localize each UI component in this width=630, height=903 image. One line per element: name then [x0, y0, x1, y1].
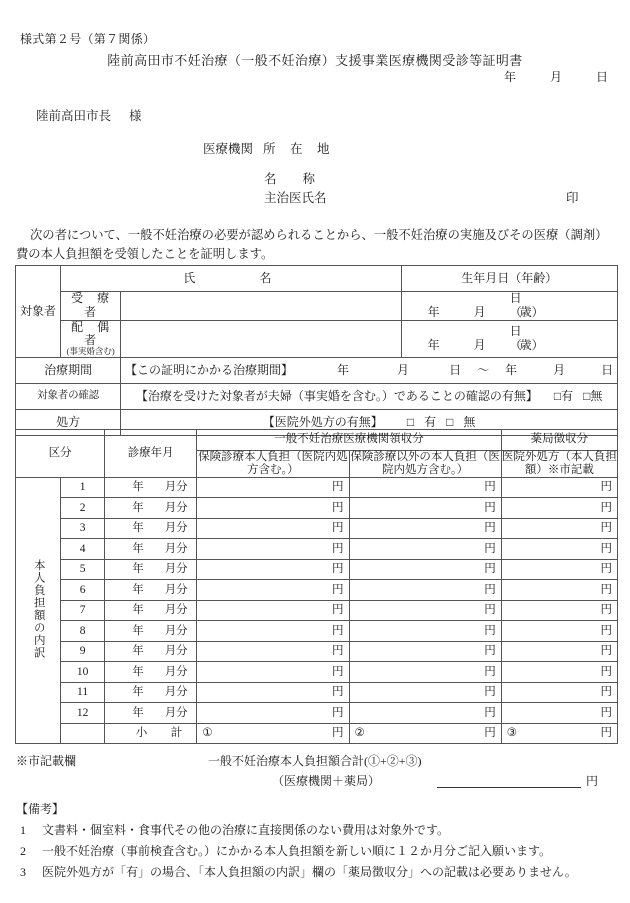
confirmation-prefix: 【治療を受けた対象者が夫婦（事実婚を含む。）であることの確認の有無】 [135, 388, 538, 403]
yen-unit: 円 [484, 522, 496, 535]
remarks-heading: 【備考】 [16, 802, 65, 816]
noninsurance-amount-field[interactable] [349, 703, 501, 724]
col-header-name-text: 氏 名 [183, 270, 279, 285]
yen-unit: 円 [484, 563, 496, 576]
prescription-label: 処方 [16, 409, 121, 435]
row-number: 12 [61, 703, 105, 724]
yen-unit: 円 [332, 481, 344, 494]
subtotal-label-text: 小 計 [135, 727, 189, 740]
col-header-insurance: 保険診療本人負担（医院内処方含む。） [198, 450, 348, 476]
treatment-month-field[interactable] [105, 621, 197, 642]
yen-unit: 円 [332, 583, 344, 596]
insurance-amount-field[interactable] [197, 600, 349, 621]
remarks-section [16, 800, 616, 883]
table-row [16, 621, 618, 642]
institution-name-row [264, 169, 315, 187]
yen-unit: 円 [600, 542, 612, 555]
yen-unit: 円 [484, 481, 496, 494]
spouse-dob-placeholders [402, 325, 617, 353]
treatment-month-field[interactable] [105, 662, 197, 683]
treatment-month-field[interactable] [105, 477, 197, 498]
yen-unit: 円 [484, 624, 496, 637]
cell-month: 月分 [164, 665, 188, 678]
period-year-from: 年 [337, 362, 350, 377]
pharmacy-amount-field[interactable] [501, 621, 617, 642]
cell-year: 年 [132, 624, 144, 637]
subtotal-label [105, 723, 197, 744]
dob-month: 月 [473, 304, 486, 319]
insurance-amount-field[interactable] [197, 703, 349, 724]
noninsurance-amount-field[interactable] [349, 580, 501, 601]
yen-unit: 円 [484, 501, 496, 514]
institution-label: 医療機関 [203, 142, 254, 156]
treatment-period-prefix: 【この証明にかかる治療期間】 [125, 362, 294, 377]
dob-day: 日（ [509, 323, 522, 352]
yen-unit: 円 [332, 686, 344, 699]
prescription-checkbox-yes[interactable]: □ [406, 414, 415, 429]
treatment-month-field[interactable] [105, 580, 197, 601]
pharmacy-amount-field[interactable] [501, 518, 617, 539]
table-row [16, 539, 618, 560]
issue-date-day: 日 [595, 70, 608, 84]
table-row [16, 641, 618, 662]
table-row [16, 498, 618, 519]
noninsurance-amount-field[interactable] [349, 559, 501, 580]
row-number: 10 [61, 662, 105, 683]
patient-label [61, 291, 124, 321]
yen-unit: 円 [600, 481, 612, 494]
noninsurance-amount-field[interactable] [349, 518, 501, 539]
cell-year: 年 [132, 501, 144, 514]
remark-text: 医院外処方が「有」の場合、「本人負担額の内訳」欄の「薬局徴収分」への記載は必要ありません。 [42, 865, 577, 879]
yen-unit: 円 [484, 706, 496, 719]
table-row [16, 383, 618, 409]
col-header-pharmacy: 医院外処方（本人負担額）※市記載 [501, 450, 617, 476]
yen-unit: 円 [332, 522, 344, 535]
yen-unit: 円 [332, 604, 344, 617]
cell-year: 年 [132, 481, 144, 494]
yen-unit: 円 [332, 645, 344, 658]
patient-dob-placeholders [402, 292, 617, 320]
cell-month: 月分 [164, 645, 188, 658]
city-use-note: ※市記載欄 [16, 754, 77, 768]
form-number: 様式第２号（第７関係） [20, 32, 156, 46]
treatment-month-field[interactable] [105, 682, 197, 703]
noninsurance-amount-field[interactable] [349, 477, 501, 498]
grand-total-yen-unit: 円 [586, 774, 599, 788]
yen-unit: 円 [600, 645, 612, 658]
cell-year: 年 [132, 563, 144, 576]
subtotal-noninsurance-field[interactable] [349, 723, 501, 744]
cell-year: 年 [132, 686, 144, 699]
group-header-pharmacy: 薬局徴収分 [501, 430, 617, 451]
subtotal-marker: ③ [506, 727, 518, 740]
table-row [16, 357, 618, 383]
institution-address-label: 所 在 地 [263, 142, 331, 156]
subtotal-marker: ① [202, 727, 213, 740]
grand-total-sublabel: （医療機関＋薬局） [272, 774, 381, 788]
period-tilde: ～ [477, 362, 490, 377]
treatment-month-field[interactable] [105, 703, 197, 724]
yen-unit: 円 [484, 686, 496, 699]
yen-unit: 円 [332, 501, 344, 514]
table-row [16, 662, 618, 683]
col-header-kubun: 区分 [16, 430, 105, 478]
yen-unit: 円 [484, 727, 496, 740]
row-number: 11 [61, 682, 105, 703]
certification-statement [16, 226, 618, 264]
issue-date-year: 年 [503, 70, 516, 84]
row-number: 2 [61, 498, 105, 519]
pharmacy-amount-field[interactable] [501, 477, 617, 498]
table-row [16, 559, 618, 580]
period-day-to: 日 [601, 362, 614, 377]
yen-unit: 円 [484, 604, 496, 617]
cell-month: 月分 [164, 501, 188, 514]
subtotal-marker: ② [354, 727, 365, 740]
noninsurance-amount-field[interactable] [349, 498, 501, 519]
row-number: 1 [61, 477, 105, 498]
treatment-month-field[interactable] [105, 498, 197, 519]
treatment-month-field[interactable] [105, 518, 197, 539]
subtotal-row [16, 723, 618, 744]
grand-total-input[interactable] [437, 772, 581, 788]
yen-unit: 円 [332, 563, 344, 576]
institution-name-label-2: 称 [302, 172, 316, 186]
seal-label: 印 [566, 191, 579, 205]
institution-address-row [203, 139, 331, 157]
remark-text: 文書料・個室料・食事代その他の治療に直接関係のない費用は対象外です。 [42, 823, 450, 837]
cell-month: 月分 [164, 481, 188, 494]
yen-unit: 円 [600, 624, 612, 637]
yen-unit: 円 [600, 665, 612, 678]
target-row-label: 対象者 [16, 266, 61, 358]
treatment-month-field[interactable] [105, 600, 197, 621]
treatment-month-field[interactable] [105, 559, 197, 580]
group-header-medical: 一般不妊治療医療機関領収分 [197, 430, 502, 451]
cell-month: 月分 [164, 583, 188, 596]
yen-unit: 円 [600, 686, 612, 699]
col-header-name [61, 266, 402, 292]
pharmacy-amount-field[interactable] [501, 703, 617, 724]
confirmation-field[interactable] [121, 383, 618, 409]
statement-line-1: 次の者について、一般不妊治療の必要が認められることから、一般不妊治療の実施及びその医療（調剤） [30, 228, 608, 242]
yen-unit: 円 [600, 583, 612, 596]
pharmacy-amount-field[interactable] [501, 559, 617, 580]
patient-label-text: 受 療 者 [71, 291, 124, 319]
pharmacy-amount-field[interactable] [501, 539, 617, 560]
prescription-no-label: 無 [463, 414, 476, 429]
table-row [16, 682, 618, 703]
yen-unit: 円 [600, 522, 612, 535]
cell-month: 月分 [164, 686, 188, 699]
spouse-name-field[interactable] [121, 320, 401, 357]
remark-text: 一般不妊治療（事前検査含む。）にかかる本人負担額を新しい順に１２か月分ご記入願います。 [42, 844, 552, 858]
yen-unit: 円 [600, 501, 612, 514]
insurance-amount-field[interactable] [197, 682, 349, 703]
row-number: 9 [61, 641, 105, 662]
noninsurance-amount-field[interactable] [349, 600, 501, 621]
remark-number: 2 [20, 844, 26, 858]
noninsurance-amount-field[interactable] [349, 621, 501, 642]
dob-day: 日（ [509, 291, 522, 319]
insurance-amount-field[interactable] [197, 662, 349, 683]
dob-year: 年 [427, 337, 440, 352]
doctor-name-label: 主治医氏名 [264, 191, 327, 205]
confirmation-checkbox-no[interactable]: □無 [583, 388, 603, 403]
table-row [16, 518, 618, 539]
breakdown-table [15, 429, 618, 744]
yen-unit: 円 [332, 542, 344, 555]
table-row [16, 266, 618, 292]
prescription-checkbox-no[interactable]: □ [446, 414, 454, 429]
insurance-amount-field[interactable] [197, 580, 349, 601]
cell-month: 月分 [164, 604, 188, 617]
row-number: 8 [61, 621, 105, 642]
table-row [16, 320, 618, 357]
table-row [16, 477, 618, 498]
document-title: 陸前高田市不妊治療（一般不妊治療）支援事業医療機関受診等証明書 [107, 53, 523, 68]
treatment-period-field[interactable] [121, 357, 618, 383]
addressee [36, 106, 142, 124]
cell-year: 年 [132, 706, 144, 719]
cell-year: 年 [132, 522, 144, 535]
spouse-sublabel-text: (事実婚含む) [66, 346, 115, 357]
dob-age: 歳） [519, 304, 544, 319]
pharmacy-amount-field[interactable] [501, 662, 617, 683]
treatment-month-field[interactable] [105, 539, 197, 560]
period-month-from: 月 [397, 362, 410, 377]
table-header-row [16, 430, 618, 451]
noninsurance-amount-field[interactable] [349, 682, 501, 703]
subtotal-pharmacy-field[interactable] [501, 723, 617, 744]
insurance-amount-field[interactable] [197, 559, 349, 580]
insurance-amount-field[interactable] [197, 498, 349, 519]
remark-item [16, 820, 616, 841]
institution-name-label-1: 名 [264, 172, 277, 186]
table-row [16, 580, 618, 601]
confirmation-checkbox-yes[interactable]: □有 [553, 388, 574, 403]
pharmacy-amount-field[interactable] [501, 641, 617, 662]
period-month-to: 月 [553, 362, 566, 377]
dob-month: 月 [473, 337, 486, 352]
noninsurance-amount-field[interactable] [349, 662, 501, 683]
remark-item [16, 862, 616, 883]
yen-unit: 円 [484, 583, 496, 596]
cell-year: 年 [132, 542, 144, 555]
period-year-to: 年 [505, 362, 518, 377]
yen-unit: 円 [600, 706, 612, 719]
table-row [16, 292, 618, 321]
spouse-label-text: 配 偶 者 [71, 319, 124, 348]
row-number: 5 [61, 559, 105, 580]
yen-unit: 円 [332, 624, 344, 637]
cell-year: 年 [132, 665, 144, 678]
remark-number: 3 [20, 865, 26, 879]
yen-unit: 円 [600, 727, 612, 740]
col-header-noninsurance: 保険診療以外の本人負担（医院内処方含む。） [350, 450, 500, 476]
noninsurance-amount-field[interactable] [349, 539, 501, 560]
subtotal-spacer [61, 723, 105, 744]
pharmacy-amount-field[interactable] [501, 600, 617, 621]
table-row [16, 703, 618, 724]
insurance-amount-field[interactable] [197, 477, 349, 498]
yen-unit: 円 [332, 665, 344, 678]
prescription-yes-label: 有 [424, 414, 437, 429]
cell-month: 月分 [164, 522, 188, 535]
cell-month: 月分 [164, 563, 188, 576]
treatment-period-label: 治療期間 [16, 357, 121, 383]
insurance-amount-field[interactable] [197, 539, 349, 560]
treatment-month-field[interactable] [105, 641, 197, 662]
subtotal-insurance-field[interactable] [197, 723, 349, 744]
remark-number: 1 [20, 823, 26, 837]
noninsurance-amount-field[interactable] [349, 641, 501, 662]
cell-month: 月分 [164, 624, 188, 637]
patient-dob-field[interactable] [401, 292, 617, 321]
cell-month: 月分 [164, 706, 188, 719]
yen-unit: 円 [600, 604, 612, 617]
col-header-dob: 生年月日（年齢） [401, 266, 617, 292]
cell-year: 年 [132, 604, 144, 617]
col-header-ym: 診療年月 [105, 430, 197, 478]
confirmation-label: 対象者の確認 [16, 383, 121, 409]
breakdown-vertical-label [16, 477, 61, 744]
row-number: 3 [61, 518, 105, 539]
patient-name-field[interactable] [121, 292, 401, 321]
row-number: 4 [61, 539, 105, 560]
yen-unit: 円 [484, 542, 496, 555]
yen-unit: 円 [484, 645, 496, 658]
pharmacy-amount-field[interactable] [501, 580, 617, 601]
target-person-table [15, 265, 618, 436]
insurance-amount-field[interactable] [197, 621, 349, 642]
yen-unit: 円 [332, 727, 344, 740]
insurance-amount-field[interactable] [197, 518, 349, 539]
grand-total-label: 一般不妊治療本人負担額合計(①+②+③) [208, 754, 422, 768]
table-row [16, 600, 618, 621]
yen-unit: 円 [332, 706, 344, 719]
dob-age: 歳） [519, 337, 544, 352]
yen-unit: 円 [600, 563, 612, 576]
pharmacy-amount-field[interactable] [501, 498, 617, 519]
yen-unit: 円 [484, 665, 496, 678]
addressee-name: 陸前高田市長 [36, 109, 112, 123]
cell-year: 年 [132, 583, 144, 596]
cell-month: 月分 [164, 542, 188, 555]
dob-year: 年 [427, 304, 440, 319]
spouse-dob-field[interactable] [401, 320, 617, 357]
breakdown-vertical-label-text: 本人負担額の内訳 [32, 558, 45, 659]
remark-item [16, 841, 616, 862]
issue-date-month: 月 [549, 70, 562, 84]
spouse-label [61, 319, 124, 357]
row-number: 6 [61, 580, 105, 601]
period-day-from: 日 [449, 362, 462, 377]
insurance-amount-field[interactable] [197, 641, 349, 662]
pharmacy-amount-field[interactable] [501, 682, 617, 703]
addressee-honorific: 様 [129, 109, 142, 123]
cell-year: 年 [132, 645, 144, 658]
issue-date-line [0, 68, 608, 85]
row-number: 7 [61, 600, 105, 621]
statement-line-2: 費の本人負担額を受領したことを証明します。 [16, 247, 274, 261]
prescription-prefix: 【医院外処方の有無】 [262, 414, 383, 429]
